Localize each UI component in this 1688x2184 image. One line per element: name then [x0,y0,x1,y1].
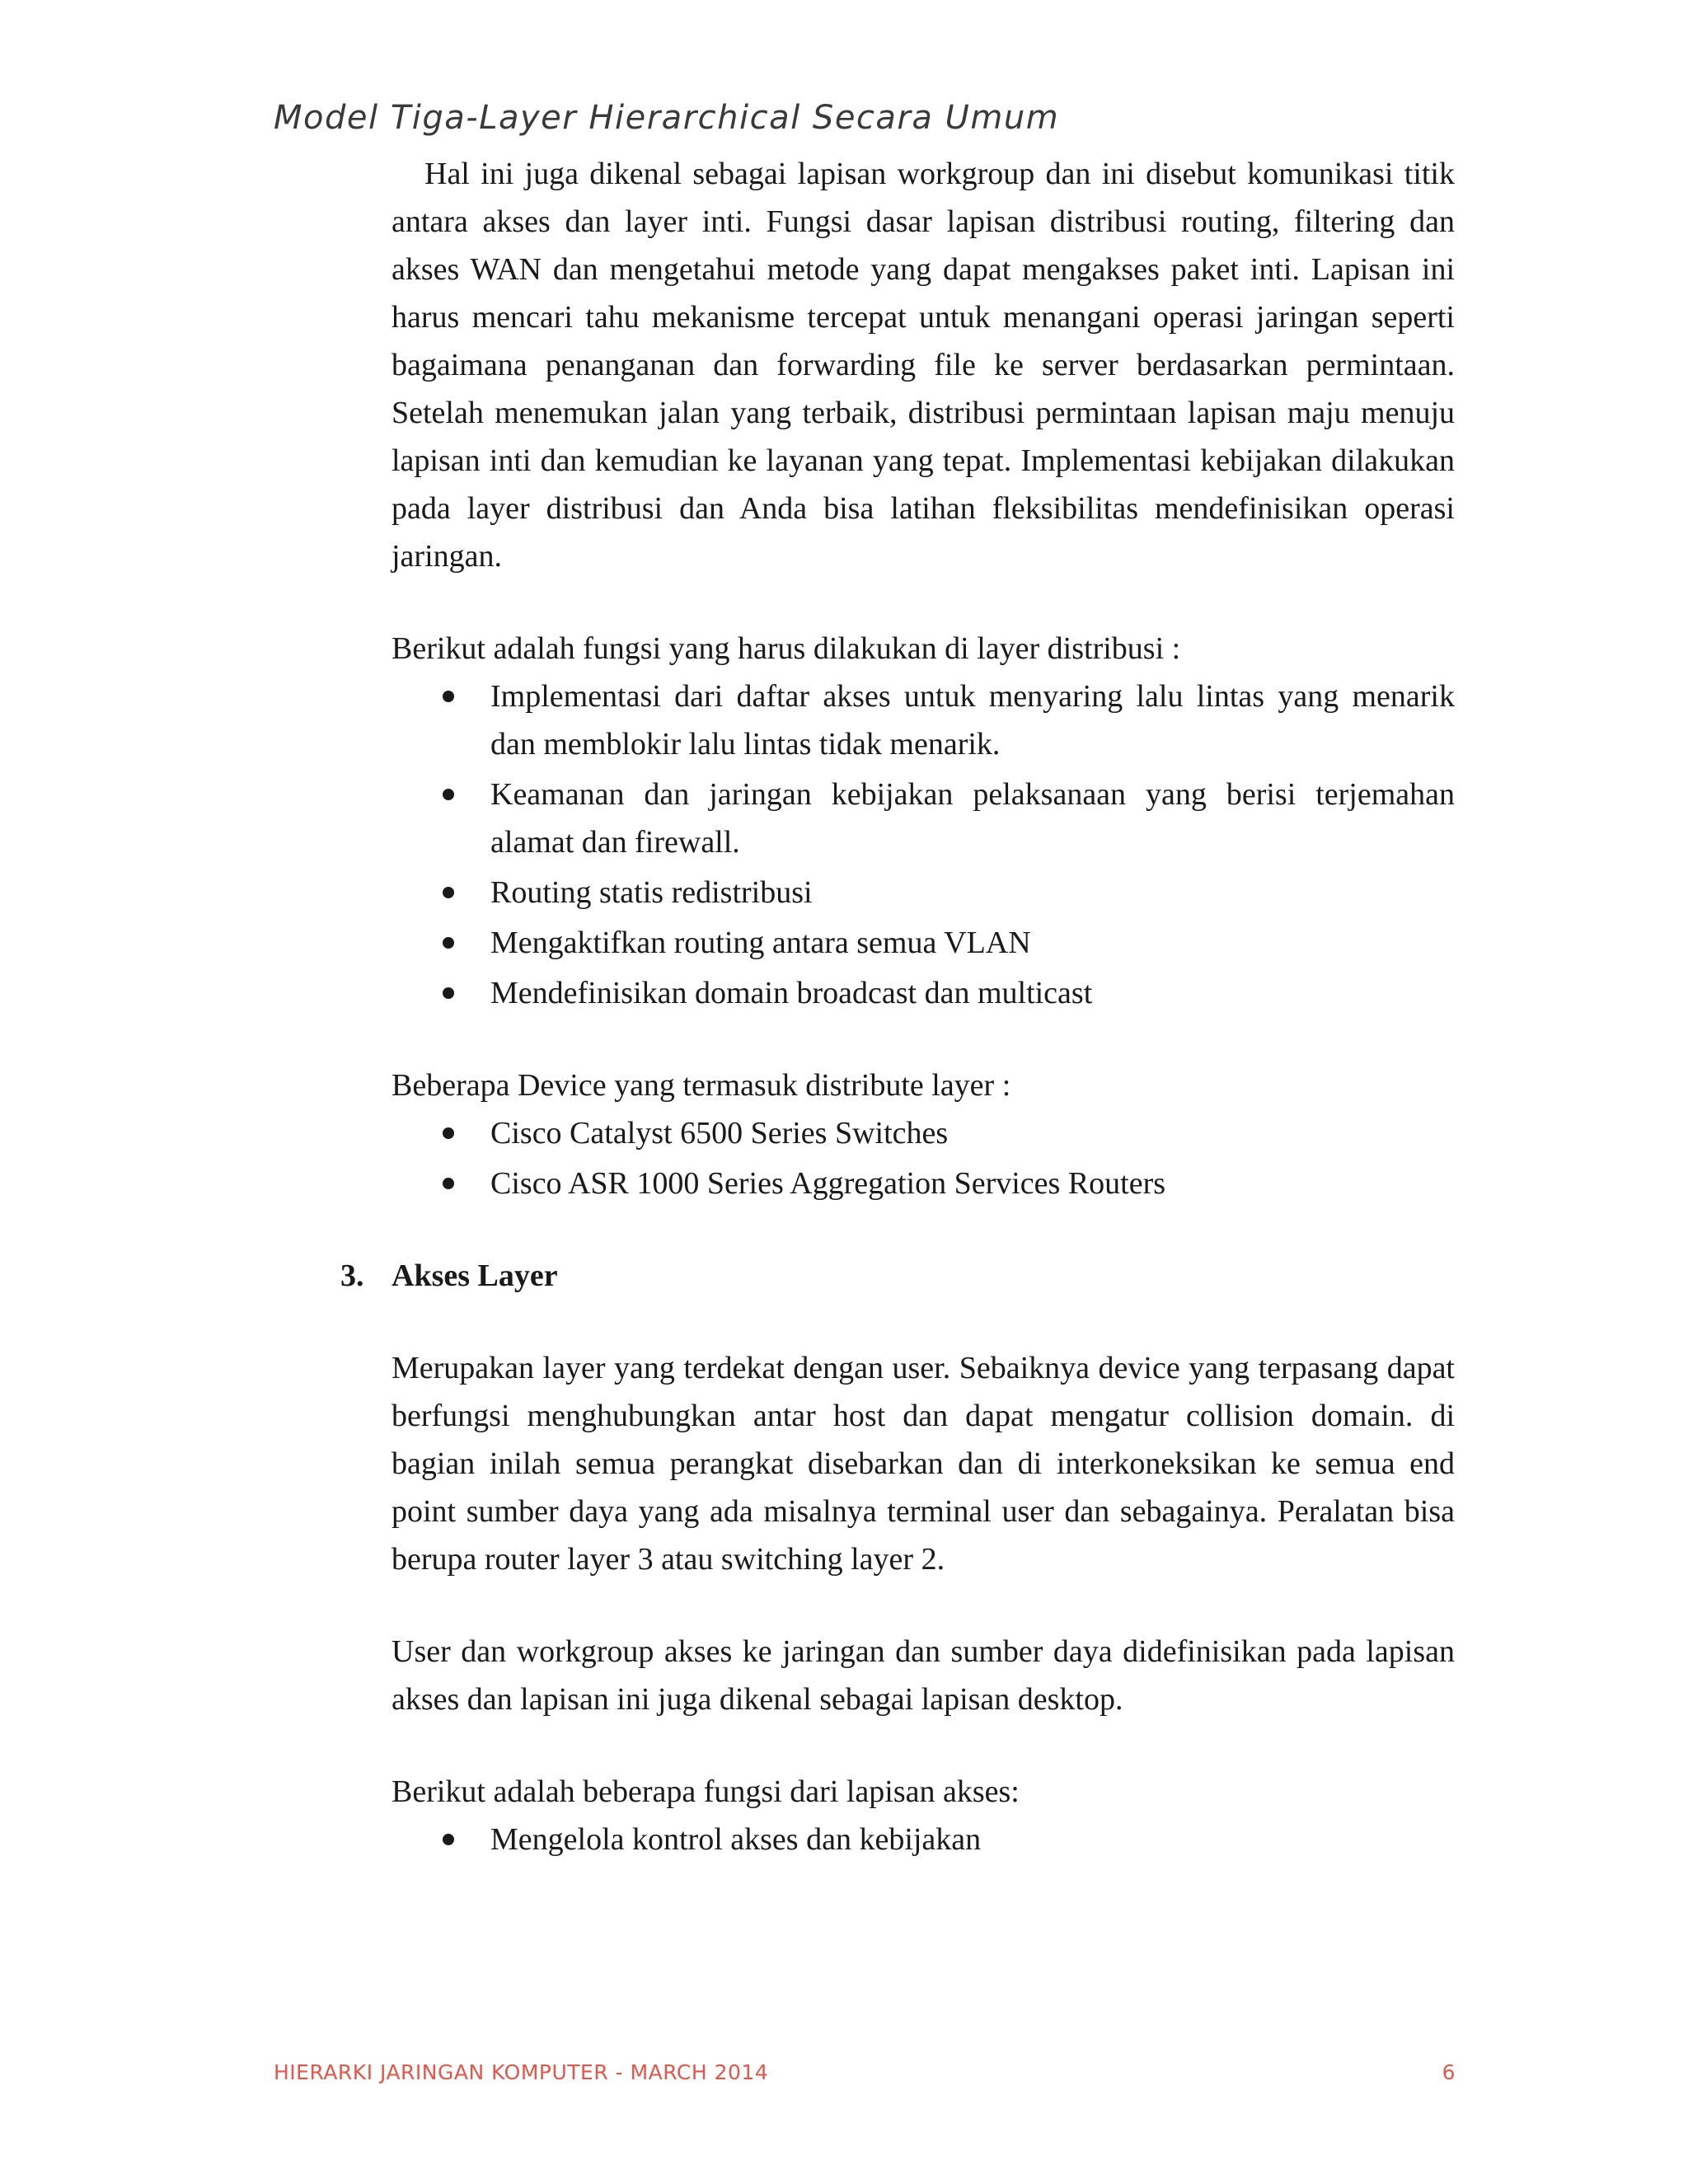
bullet-icon [443,1178,454,1189]
distribution-functions-list [392,673,1455,1017]
bullet-icon [443,887,454,898]
list-item: Mengelola kontrol akses dan kebijakan [392,1816,1455,1863]
page-header-title: Model Tiga-Layer Hierarchical Secara Umum [274,99,1060,137]
list-item: Implementasi dari daftar akses untuk menyaring lalu lintas yang menarik dan memblokir lalu lintas tidak menarik. [392,673,1455,768]
access-functions-label: Berikut adalah beberapa fungsi dari lapisan akses: [392,1774,1020,1809]
distribution-functions-label: Berikut adalah fungsi yang harus dilakukan di layer distribusi : [392,631,1181,666]
access-paragraph-1: Merupakan layer yang terdekat dengan user. Sebaiknya device yang terpasang dapat berfungsi menghubungkan antar host dan dapat mengatur collision domain. di bagian inilah semua perangkat disebarkan dan di interkoneksikan ke semua end point sumber daya yang ada misalnya terminal user dan sebagainya. Peralatan bisa berupa router layer 3 atau switching layer 2. [392,1351,1455,1577]
list-item: Cisco Catalyst 6500 Series Switches [392,1109,1455,1157]
list-item: Keamanan dan jaringan kebijakan pelaksanaan yang berisi terjemahan alamat dan firewall. [392,771,1455,866]
bullet-icon [443,1834,454,1845]
access-paragraph-2: User dan workgroup akses ke jaringan dan sumber daya didefinisikan pada lapisan akses dan lapisan ini juga dikenal sebagai lapisan desktop. [392,1634,1455,1717]
page-number: 6 [1442,2060,1456,2084]
list-item: Mengaktifkan routing antara semua VLAN [392,919,1455,967]
page-content [340,150,1455,1866]
list-item: Routing statis redistribusi [392,869,1455,916]
page-footer [274,2060,1456,2084]
list-item: Mendefinisikan domain broadcast dan multicast [392,969,1455,1017]
bullet-icon [443,691,454,702]
footer-title: HIERARKI JARINGAN KOMPUTER - MARCH 2014 [274,2060,769,2084]
bullet-icon [443,1127,454,1139]
bullet-icon [443,937,454,949]
list-item: Cisco ASR 1000 Series Aggregation Services Routers [392,1160,1455,1207]
section-title: Akses Layer [392,1258,558,1293]
distribution-devices-list [392,1109,1455,1207]
section-number: 3. [340,1258,364,1293]
access-functions-list [392,1816,1455,1863]
distribution-devices-label: Beberapa Device yang termasuk distribute layer : [392,1068,1011,1103]
section-heading-akses-layer [340,1252,1455,1300]
bullet-icon [443,987,454,999]
distribution-intro-paragraph: Hal ini juga dikenal sebagai lapisan workgroup dan ini disebut komunikasi titik antara akses dan layer inti. Fungsi dasar lapisan distribusi routing, filtering dan akses WAN dan mengetahui metode yang dapat mengakses paket inti. Lapisan ini harus mencari tahu mekanisme tercepat untuk menangani operasi jaringan seperti bagaimana penanganan dan forwarding file ke server berdasarkan permintaan. Setelah menemukan jalan yang terbaik, distribusi permintaan lapisan maju menuju lapisan inti dan kemudian ke layanan yang tepat. Implementasi kebijakan dilakukan pada layer distribusi dan Anda bisa latihan fleksibilitas mendefinisikan operasi jaringan. [392,157,1455,574]
bullet-icon [443,789,454,800]
